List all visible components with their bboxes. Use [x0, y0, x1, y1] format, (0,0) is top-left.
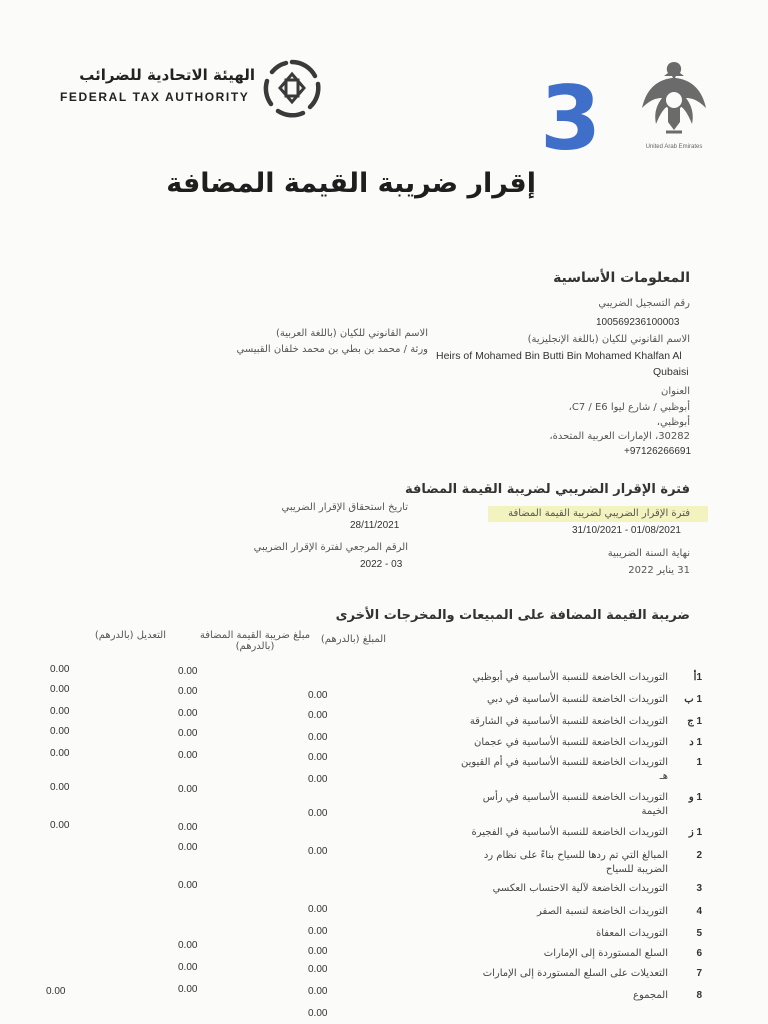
cell-adjustment: 0.00: [50, 820, 70, 831]
row-label: التوريدات الخاضعة للنسبة الأساسية في الفجيرة: [471, 827, 668, 838]
row-number: 5: [696, 928, 702, 939]
trn-label: رقم التسجيل الضريبي: [598, 298, 690, 309]
cell-amount: 0.00: [308, 964, 328, 975]
cell-amount: 0.00: [308, 732, 328, 743]
row-number: 1 ب: [684, 694, 702, 705]
address-line2: أبوظبي،: [656, 417, 690, 428]
cell-adjustment: 0.00: [50, 782, 70, 793]
ref-label: الرقم المرجعي لفترة الإقرار الضريبي: [253, 542, 408, 553]
cell-vat: 0.00: [178, 940, 198, 951]
legal-name-ar-value: ورثة / محمد بن بطي بن محمد خلفان القبيسي: [236, 344, 428, 355]
cell-vat: 0.00: [178, 784, 198, 795]
cell-amount: 0.00: [308, 774, 328, 785]
cell-adjustment: 0.00: [50, 748, 70, 759]
legal-name-en-value-line1: Heirs of Mohamed Bin Butti Bin Mohamed Khalfan Al: [436, 350, 682, 362]
cell-vat: 0.00: [178, 880, 198, 891]
trn-value: 100569236100003: [596, 317, 680, 328]
cell-adjustment: 0.00: [50, 706, 70, 717]
row-number: 4: [696, 906, 702, 917]
cell-amount: 0.00: [308, 1008, 328, 1019]
fta-logo: [60, 60, 330, 120]
cell-adjustment: 0.00: [50, 684, 70, 695]
cell-amount: 0.00: [308, 986, 328, 997]
sales-heading: ضريبة القيمة المضافة على المبيعات والمخرجات الأخرى: [335, 608, 690, 623]
cell-vat: 0.00: [178, 708, 198, 719]
period-value: 31/10/2021 - 01/08/2021: [572, 525, 681, 536]
row-label: التوريدات الخاضعة للنسبة الأساسية في دبي: [487, 694, 668, 705]
row-number: 1 ز: [688, 827, 702, 838]
col-header-vat-line1: مبلغ ضريبة القيمة المضافة: [199, 630, 311, 641]
cell-amount: 0.00: [308, 752, 328, 763]
col-header-amount: المبلغ (بالدرهم): [320, 634, 386, 645]
ref-value: 2022 - 03: [360, 559, 403, 570]
page-title: إقرار ضريبة القيمة المضافة: [166, 168, 536, 199]
cell-amount: 0.00: [308, 904, 328, 915]
fta-name-english: FEDERAL TAX AUTHORITY: [60, 90, 250, 104]
fta-name-arabic: الهيئة الاتحادية للضرائب: [79, 66, 255, 84]
cell-adjustment: 0.00: [50, 726, 70, 737]
row-number: 1أ: [693, 672, 702, 683]
address-line1: أبوظبي / شارع ليوا C7 / E6،: [568, 402, 690, 413]
year-end-value: 31 يناير 2022: [628, 565, 690, 576]
cell-vat: 0.00: [178, 822, 198, 833]
row-number: 6: [696, 948, 702, 959]
row-number: 8: [696, 990, 702, 1001]
cell-vat: 0.00: [178, 728, 198, 739]
row-label-cont: الضريبة للسياح: [605, 864, 668, 875]
row-label: التوريدات الخاضعة لآلية الاحتساب العكسي: [492, 883, 668, 894]
year-end-label: نهاية السنة الضريبية: [607, 548, 690, 559]
row-number: 3: [696, 883, 702, 894]
period-heading: فترة الإقرار الضريبي لضريبة القيمة المضافة: [404, 482, 690, 497]
cell-amount: 0.00: [308, 690, 328, 701]
row-label-cont: الخيمة: [641, 806, 668, 817]
cell-amount: 0.00: [308, 846, 328, 857]
due-date-value: 28/11/2021: [350, 520, 400, 531]
col-header-vat: [180, 630, 330, 652]
address-line3: 30282، الإمارات العربية المتحدة،: [549, 431, 690, 442]
row-label: التوريدات الخاضعة لنسبة الصفر: [536, 906, 668, 917]
row-label: التعديلات على السلع المستوردة إلى الإمارات: [482, 968, 668, 979]
cell-vat: 0.00: [178, 842, 198, 853]
cell-amount: 0.00: [308, 710, 328, 721]
row-label: التوريدات الخاضعة للنسبة الأساسية في رأس: [482, 792, 668, 803]
cell-amount: 0.00: [308, 926, 328, 937]
cell-vat: 0.00: [178, 962, 198, 973]
cell-adjustment: 0.00: [50, 664, 70, 675]
legal-name-en-label: الاسم القانوني للكيان (باللغة الإنجليزية): [527, 334, 690, 345]
legal-name-en-value-line2: Qubaisi: [653, 366, 689, 378]
row-label: المبالغ التي تم ردها للسياح بناءً على نظام رد: [483, 850, 668, 861]
row-label: التوريدات المعفاة: [595, 928, 668, 939]
row-label: السلع المستوردة إلى الإمارات: [543, 948, 668, 959]
row-number: 2: [696, 850, 702, 861]
row-label: المجموع: [633, 990, 668, 1001]
row-label: التوريدات الخاضعة للنسبة الأساسية في الشارقة: [469, 716, 668, 727]
row-number: 1 ج: [687, 716, 702, 727]
address-phone: +97126266691: [624, 446, 692, 457]
col-header-adjustment: التعديل (بالدرهم): [94, 630, 166, 641]
falcon-emblem-icon: [636, 56, 712, 138]
cell-vat: 0.00: [178, 984, 198, 995]
row-label-cont: هـ: [659, 771, 668, 782]
row-label: التوريدات الخاضعة للنسبة الأساسية في أم القيوين: [460, 757, 668, 768]
row-number: 7: [696, 968, 702, 979]
address-label: العنوان: [661, 386, 690, 397]
uae-emblem: [636, 56, 712, 152]
legal-name-ar-label: الاسم القانوني للكيان (باللغة العربية): [275, 328, 428, 339]
basic-info-heading: المعلومات الأساسية: [553, 270, 690, 286]
cell-vat: 0.00: [178, 686, 198, 697]
handwritten-page-number: 3: [540, 67, 602, 170]
period-label: فترة الإقرار الضريبي لضريبة القيمة المضافة: [508, 508, 690, 519]
row-label: التوريدات الخاضعة للنسبة الأساسية في أبوظبي: [472, 672, 668, 683]
cell-vat: 0.00: [178, 666, 198, 677]
cell-vat: 0.00: [178, 750, 198, 761]
fta-emblem-icon: [260, 56, 324, 120]
row-number: 1 د: [689, 737, 702, 748]
due-date-label: تاريخ استحقاق الإقرار الضريبي: [281, 502, 408, 513]
row-label: التوريدات الخاضعة للنسبة الأساسية في عجمان: [473, 737, 668, 748]
uae-caption: United Arab Emirates: [645, 144, 703, 150]
cell-amount: 0.00: [308, 946, 328, 957]
cell-adjustment: 0.00: [46, 986, 66, 997]
row-number: 1: [696, 757, 702, 768]
col-header-vat-line2: (بالدرهم): [235, 641, 275, 652]
cell-amount: 0.00: [308, 808, 328, 819]
row-number: 1 و: [688, 792, 702, 803]
